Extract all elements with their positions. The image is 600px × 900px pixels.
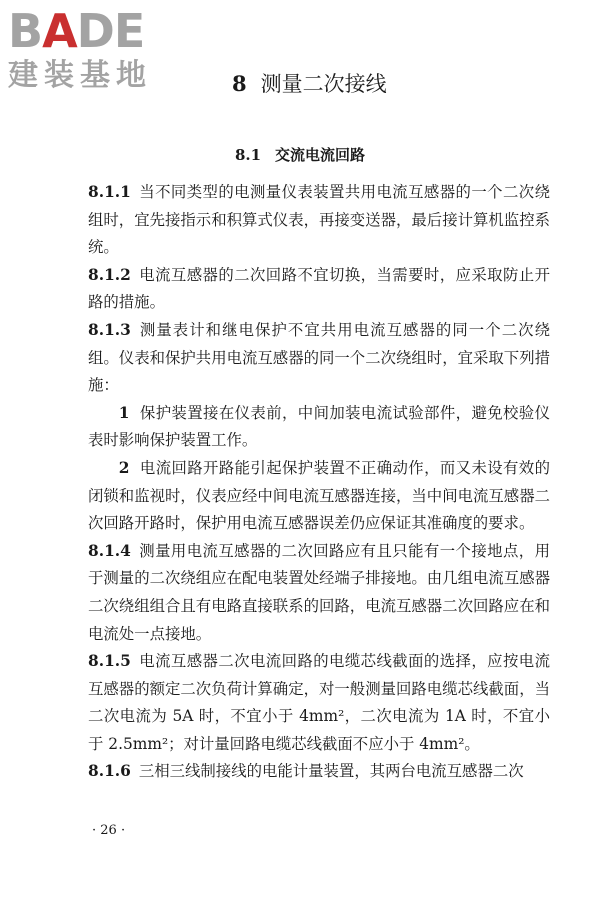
clause-text: 测量用电流互感器的二次回路应有且只能有一个接地点，用于测量的二次绕组应在配电装置处经端子排接地。由几组电流互感器二次绕组组合且有电路直接联系的回路，电流互感器二次回路应在和电流处一点接地。 (88, 541, 550, 643)
list-item (88, 455, 550, 538)
section-title-text: 交流电流回路 (275, 146, 366, 164)
clause-paragraph (88, 648, 550, 758)
clause-paragraph (88, 758, 550, 786)
chapter-number: 8 (232, 71, 247, 96)
logo (8, 6, 178, 94)
list-item-number: 2 (118, 458, 130, 477)
list-item (88, 400, 550, 455)
clause-text: 当不同类型的电测量仪表装置共用电流互感器的一个二次绕组时，宜先接指示和积算式仪表，再接变送器，最后接计算机监控系统。 (88, 183, 550, 257)
clause-text: 测量表计和继电保护不宜共用电流互感器的同一个二次绕组。仪表和保护共用电流互感器的同一个二次绕组时，宜采取下列措施： (88, 320, 550, 395)
clause-paragraph (88, 262, 550, 317)
list-item-text: 电流回路开路能引起保护装置不正确动作，而又未设有效的闭锁和监视时，仪表应经中间电流互感器连接，当中间电流互感器二次回路开路时，保护用电流互感器误差仍应保证其准确度的要求。 (88, 458, 550, 533)
logo-wordmark: BADE (8, 4, 145, 58)
section-title (0, 143, 600, 167)
clause-number: 8.1.1 (88, 183, 131, 201)
clause-number: 8.1.4 (88, 541, 131, 560)
clause-paragraph (88, 317, 550, 400)
clause-number: 8.1.5 (88, 652, 131, 671)
page-number: · 26 · (92, 823, 126, 838)
section-number: 8.1 (234, 146, 262, 164)
clause-text: 三相三线制接线的电能计量装置，其两台电流互感器二次 (138, 762, 524, 781)
clause-number: 8.1.3 (88, 320, 131, 339)
body-text (88, 179, 550, 786)
clause-paragraph (88, 538, 550, 648)
clause-number: 8.1.6 (88, 762, 131, 781)
chapter-title (232, 68, 387, 100)
clause-paragraph (88, 179, 550, 262)
list-item-text: 保护装置接在仪表前，中间加装电流试验部件，避免校验仪表时影响保护装置工作。 (88, 403, 550, 450)
chapter-title-text: 测量二次接线 (260, 72, 387, 96)
logo-subtitle: 建装基地 (8, 58, 152, 93)
clause-number: 8.1.2 (88, 265, 131, 284)
clause-text: 电流互感器的二次回路不宜切换，当需要时，应采取防止开路的措施。 (88, 265, 550, 312)
clause-text: 电流互感器二次电流回路的电缆芯线截面的选择，应按电流互感器的额定二次负荷计算确定，对一般测量回路电缆芯线截面，当二次电流为 5A 时，不宜小于 4mm²，二次电流为 1A 时，不宜小于 2.5mm²；对计量回路电缆芯线截面不应小于 4mm²。 (88, 652, 550, 753)
list-item-number: 1 (118, 403, 130, 422)
